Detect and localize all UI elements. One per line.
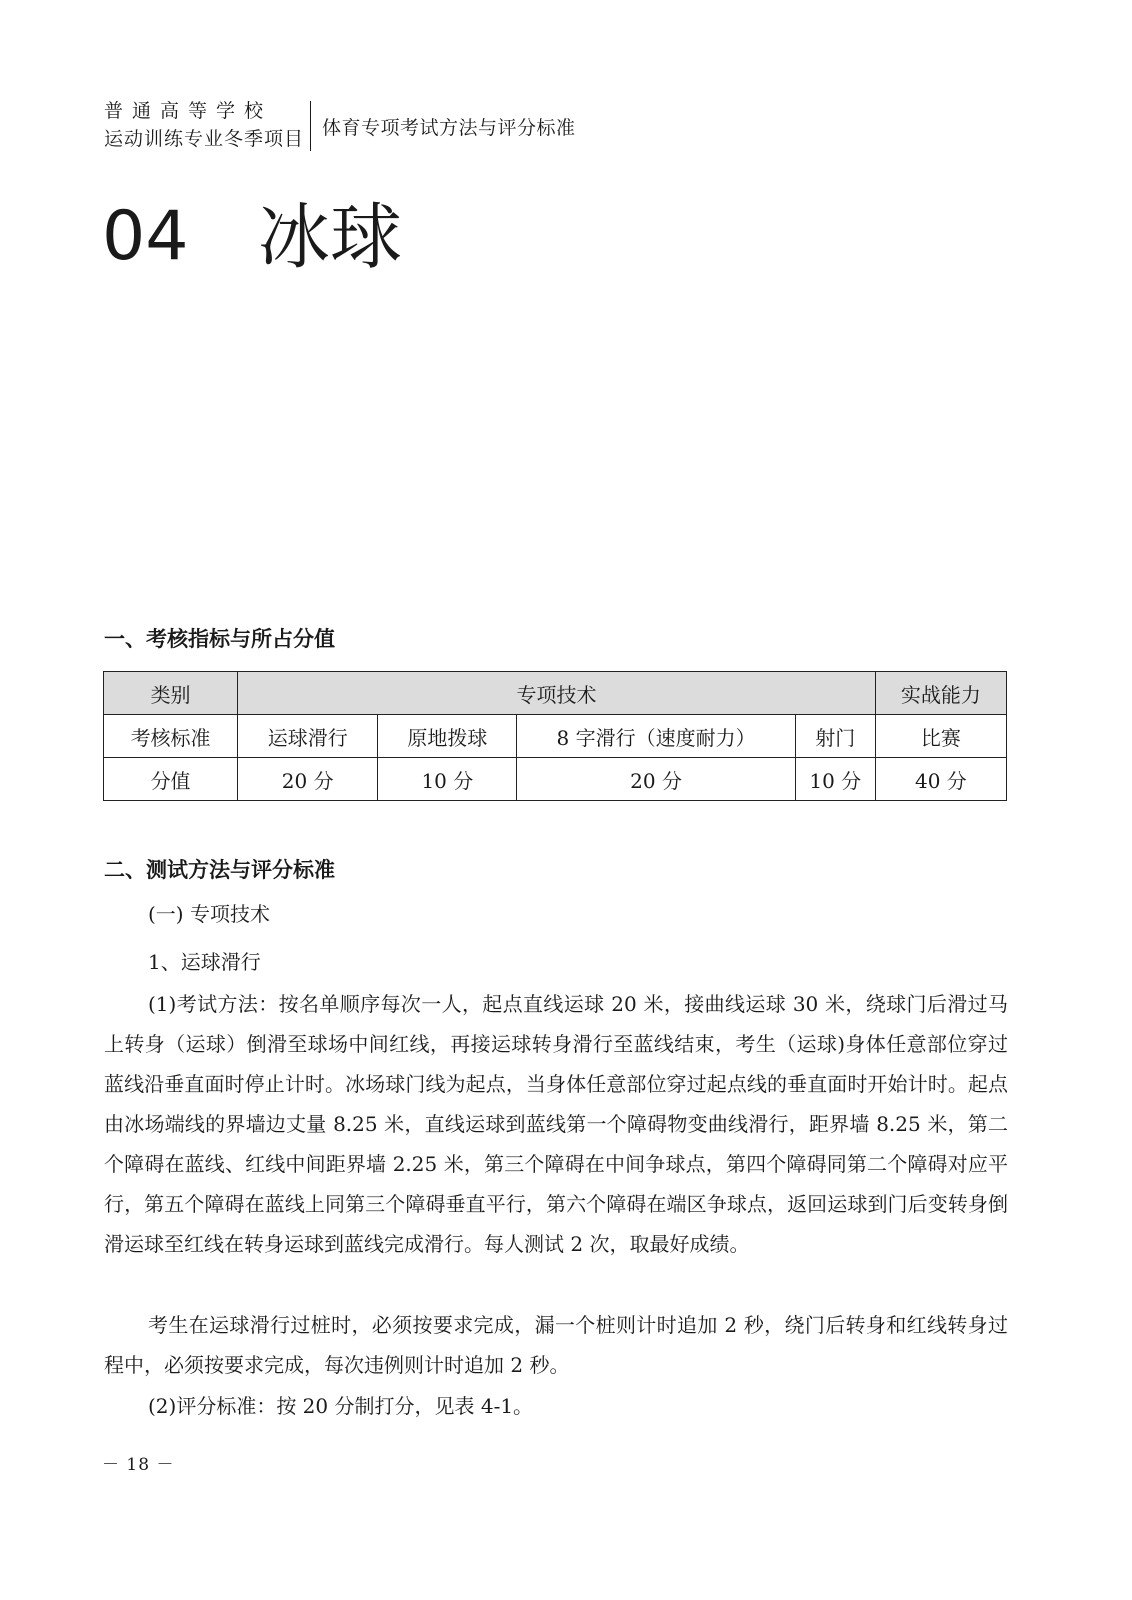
subsection-heading: (一) 专项技术 xyxy=(148,902,270,926)
table-cell: 20 分 xyxy=(517,758,795,801)
table-cell: 10 分 xyxy=(378,758,517,801)
table-cell: 实战能力 xyxy=(875,672,1006,715)
header-program-line: 运动训练专业冬季项目 xyxy=(104,128,305,150)
table-row xyxy=(104,672,1007,715)
table-cell: 射门 xyxy=(795,715,875,758)
method-paragraph: (1)考试方法：按名单顺序每次一人，起点直线运球 20 米，接曲线运球 30 米，绕球门后滑过马上转身（运球）倒滑至球场中间红线，再接运球转身滑行至蓝线结束，考生（运球)身体任意部位穿过蓝线沿垂直面时停止计时。冰场球门线为起点，当身体任意部位穿过起点线的垂直面时开始计时。起点由冰场端线的界墙边丈量 8.25 米，直线运球到蓝线第一个障碍物变曲线滑行，距界墙 8.25 米，第二个障碍在蓝线、红线中间距界墙 2.25 米，第三个障碍在中间争球点，第四个障碍同第二个障碍对应平行，第五个障碍在蓝线上同第三个障碍垂直平行，第六个障碍在端区争球点，返回运球到门后变转身倒滑运球至红线在转身运球到蓝线完成滑行。每人测试 2 次，取最好成绩。 xyxy=(104,992,1008,1256)
table-cell: 类别 xyxy=(104,672,238,715)
table-cell: 分值 xyxy=(104,758,238,801)
table-cell: 20 分 xyxy=(238,758,378,801)
scoring-paragraph: (2)评分标准：按 20 分制打分，见表 4-1。 xyxy=(148,1394,534,1418)
table-cell: 运球滑行 xyxy=(238,715,378,758)
page-number: － 18 － xyxy=(102,1455,175,1475)
table-cell: 比赛 xyxy=(875,715,1006,758)
item-heading: 1、运球滑行 xyxy=(148,950,261,974)
section-heading-1: 一、考核指标与所占分值 xyxy=(104,627,335,651)
table-row xyxy=(104,715,1007,758)
table-cell: 考核标准 xyxy=(104,715,238,758)
header-book-title: 体育专项考试方法与评分标准 xyxy=(322,117,576,139)
section-heading-2: 二、测试方法与评分标准 xyxy=(104,858,335,882)
score-table xyxy=(103,671,1007,801)
table-cell: 原地拨球 xyxy=(378,715,517,758)
table-cell: 10 分 xyxy=(795,758,875,801)
chapter-number: 04 xyxy=(102,197,189,276)
table-row xyxy=(104,758,1007,801)
header-divider xyxy=(310,101,311,151)
header-school-line: 普通高等学校 xyxy=(104,100,273,122)
header-left-block xyxy=(104,97,305,153)
table-cell: 40 分 xyxy=(875,758,1006,801)
table-cell: 8 字滑行（速度耐力） xyxy=(517,715,795,758)
penalty-paragraph: 考生在运球滑行过桩时，必须按要求完成，漏一个桩则计时追加 2 秒，绕门后转身和红线转身过程中，必须按要求完成，每次违例则计时追加 2 秒。 xyxy=(104,1313,1008,1377)
table-cell: 专项技术 xyxy=(238,672,876,715)
chapter-title: 冰球 xyxy=(258,195,403,279)
